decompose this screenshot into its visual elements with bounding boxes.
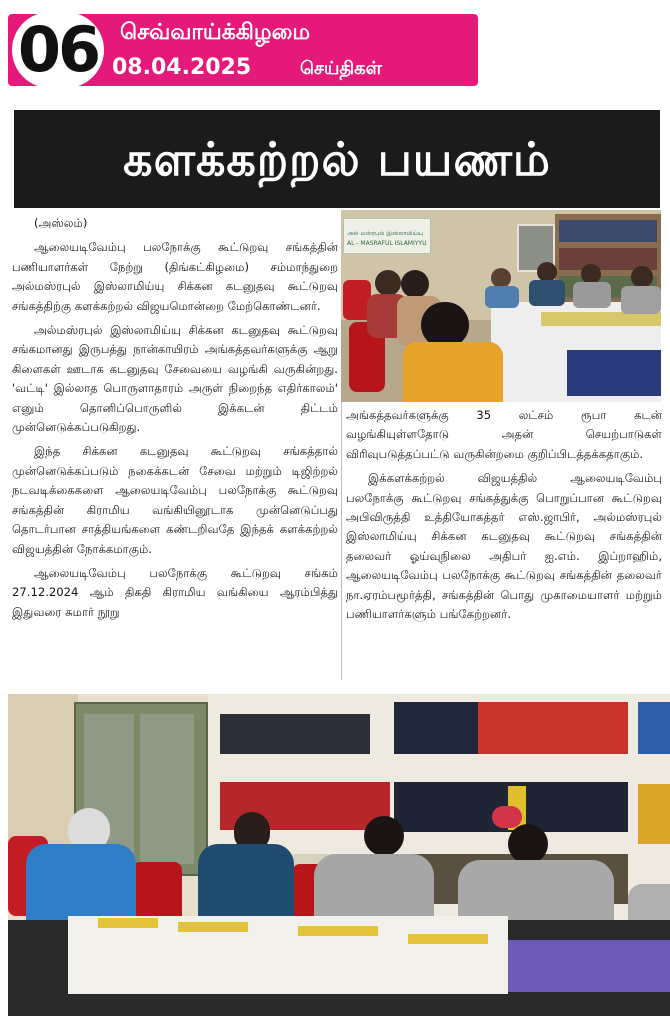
header-day: செவ்வாய்க்கிழமை [120,20,311,45]
header-date: 08.04.2025 [112,55,252,80]
meeting-photo [341,210,661,402]
photo-banner-line2: AL - MASRAFUL ISLAMIYYU [347,240,427,247]
article-column-right [346,406,662,682]
library-photo [8,694,670,1016]
headline: களக்கற்றல் பயணம் [123,132,551,186]
article-paragraph: இக்களக்கற்றல் விஜயத்தில் ஆலையடிவேம்பு பலநோக்கு கூட்டுறவு சங்கத்துக்கு பொறுப்பான கூட்டுறவு அபிவிருத்தி உத்தியோகத்தர் எஸ்.ஜாபிர், அல்மஸ்ரபுல் இஸ்லாமிய்யு சிக்கன கடனுதவு கூட்டுறவு சங்கத்தின் தலைவர் ஓய்வுநிலை அதிபர் ஐ.எம். இப்றாஹிம், ஆலையடிவேம்பு பலநோக்கு கூட்டுறவு சங்கத்தின் தலைவர் நா.ஏரம்பமூர்த்தி, சங்கத்தின் பொது முகாமையாளர் மற்றும் பணியாளர்களும் பங்கேற்றனர். [346,471,662,622]
article-paragraph: ஆலையடிவேம்பு பலநோக்கு கூட்டுறவு சங்கம் 27.12.2024 ஆம் திகதி கிராமிய வங்கியை ஆரம்பித்து இதுவரை சுமார் நூறு [12,565,338,619]
article-column-left [12,214,338,674]
article-paragraph: அல்மஸ்ரபுல் இஸ்லாமிய்யு சிக்கன கடனுதவு கூட்டுறவு சங்கமானது இருபத்து நான்காயிரம் அங்கத்தவர்களுக்கு ஆறு கிளைகள் ஊடாக கடனுதவு சேவையை வழங்கி வருகின்றது. 'வட்டி' இல்லாத பொருளாதாரம் அருள் நிறைந்த எதிர்காலம்' எனும் தொனிப்பொருளில் இக்கடன் திட்டம் முன்னெடுக்கப்படுகிறது. [12,323,338,435]
headline-bar [14,110,660,208]
page-number: 06 [12,12,104,88]
article-paragraph: இந்த சிக்கன கடனுதவு கூட்டுறவு சங்கத்தால் முன்னெடுக்கப்படும் நகைக்கடன் சேவை மற்றும் டிஜிற்றல் நடவடிக்கைகளை ஆலையடிவேம்பு பலநோக்கு கூட்டுறவு சங்கத்தின் கிராமிய வங்கியினூடாக முன்னெடுப்பது தொடர்பான சாத்தியங்களை கண்டறிவதே இந்தக் களக்கற்றல் விஜயத்தின் நோக்கமாகும். [12,444,338,556]
article-byline: (அஸ்லம்) [34,216,88,230]
article-paragraph: அங்கத்தவர்களுக்கு 35 லட்சம் ரூபா கடன் வழங்கியுள்ளதோடு அதன் செயற்பாடுகள் விரிவுபடுத்தப்பட்டு வருகின்றமை குறிப்பிடத்தக்கதாகும். [346,408,662,461]
article-paragraph: ஆலையடிவேம்பு பலநோக்கு கூட்டுறவு சங்கத்தின் பணியாளர்கள் நேற்று (திங்கட்கிழமை) சம்மாந்துறை அல்மஸ்ரபுல் இஸ்லாமிய்யு சிக்கன கடனுதவு கூட்டுறவு சங்கத்திற்கு களக்கற்றல் விஜயமொன்றை மேற்கொண்டனர். [12,240,338,313]
photo-banner-line1: அல் மஸ்ரபுல் இஸ்லாமிய்யு [347,230,423,237]
header-section: செய்திகள் [300,58,382,79]
